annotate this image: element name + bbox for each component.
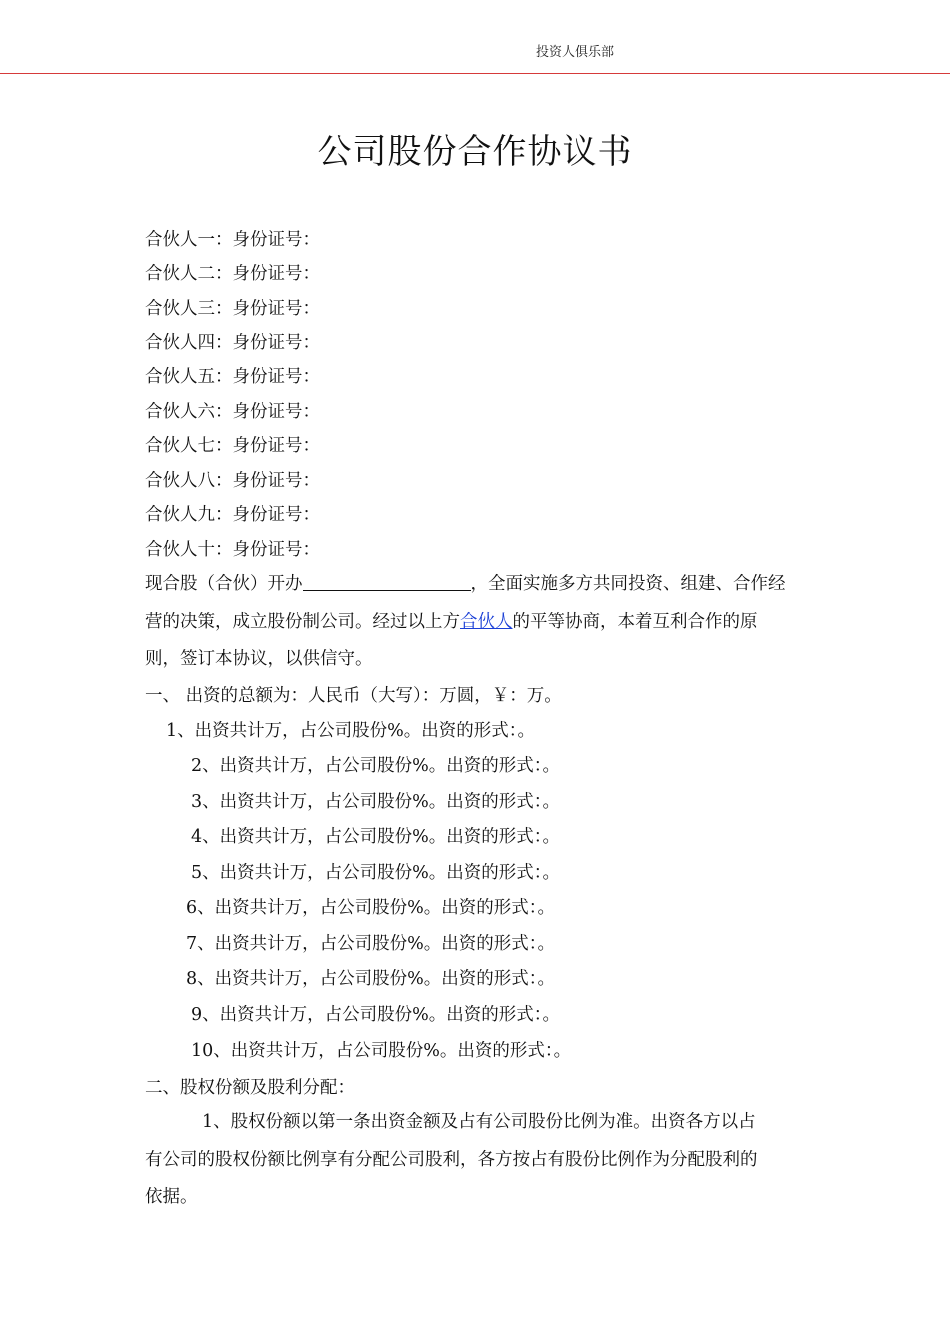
partner-line: 合伙人五：身份证号：	[145, 367, 320, 387]
contribution-item: 3、出资共计万，占公司股份%。出资的形式：。	[191, 792, 561, 812]
contribution-item: 5、出资共计万，占公司股份%。出资的形式：。	[191, 863, 561, 883]
section-heading: 二、股权份额及股利分配：	[145, 1078, 355, 1098]
intro-line-2	[145, 608, 809, 633]
equity-paragraph-line: 1、股权份额以第一条出资金额及占有公司股份比例为准。出资各方以占	[202, 1112, 756, 1132]
contribution-item: 8、出资共计万，占公司股份%。出资的形式：。	[186, 969, 556, 989]
section-heading: 一、 出资的总额为：人民币（大写）：万圆，￥：万。	[145, 686, 562, 706]
company-name-blank	[303, 574, 471, 591]
contribution-item: 4、出资共计万，占公司股份%。出资的形式：。	[191, 827, 561, 847]
equity-paragraph-line: 依据。	[145, 1187, 198, 1207]
equity-paragraph-line: 有公司的股权份额比例享有分配公司股利，各方按占有股份比例作为分配股利的	[145, 1150, 758, 1170]
partner-line: 合伙人四：身份证号：	[145, 333, 320, 353]
intro-line-1	[145, 570, 809, 595]
partner-line: 合伙人七：身份证号：	[145, 436, 320, 456]
partner-line: 合伙人二：身份证号：	[145, 264, 320, 284]
intro-text: 营的决策，成立股份制公司。经过以上方	[145, 612, 460, 632]
page-header: 投资人俱乐部	[536, 45, 615, 60]
intro-text: ，全面实施多方共同投资、组建、合作经	[470, 574, 786, 594]
intro-text: 现合股（合伙）开办	[145, 574, 303, 594]
contribution-item: 9、出资共计万，占公司股份%。出资的形式：。	[191, 1005, 561, 1025]
intro-line-3: 则，签订本协议，以供信守。	[145, 649, 373, 669]
contribution-item: 10、出资共计万，占公司股份%。出资的形式：。	[191, 1041, 572, 1061]
partner-line: 合伙人一：身份证号：	[145, 230, 320, 250]
partner-link[interactable]: 合伙人	[460, 612, 513, 632]
partner-line: 合伙人六：身份证号：	[145, 402, 320, 422]
intro-text: 的平等协商，本着互利合作的原	[512, 612, 758, 632]
header-divider	[0, 73, 950, 74]
contribution-item: 2、出资共计万，占公司股份%。出资的形式：。	[191, 756, 561, 776]
contribution-item: 1、出资共计万，占公司股份%。出资的形式：。	[166, 721, 536, 741]
partner-line: 合伙人九：身份证号：	[145, 505, 320, 525]
partner-line: 合伙人八：身份证号：	[145, 471, 320, 491]
partner-line: 合伙人三：身份证号：	[145, 299, 320, 319]
document-title: 公司股份合作协议书	[317, 132, 633, 172]
partner-line: 合伙人十：身份证号：	[145, 540, 320, 560]
contribution-item: 7、出资共计万，占公司股份%。出资的形式：。	[186, 934, 556, 954]
contribution-item: 6、出资共计万，占公司股份%。出资的形式：。	[186, 898, 556, 918]
